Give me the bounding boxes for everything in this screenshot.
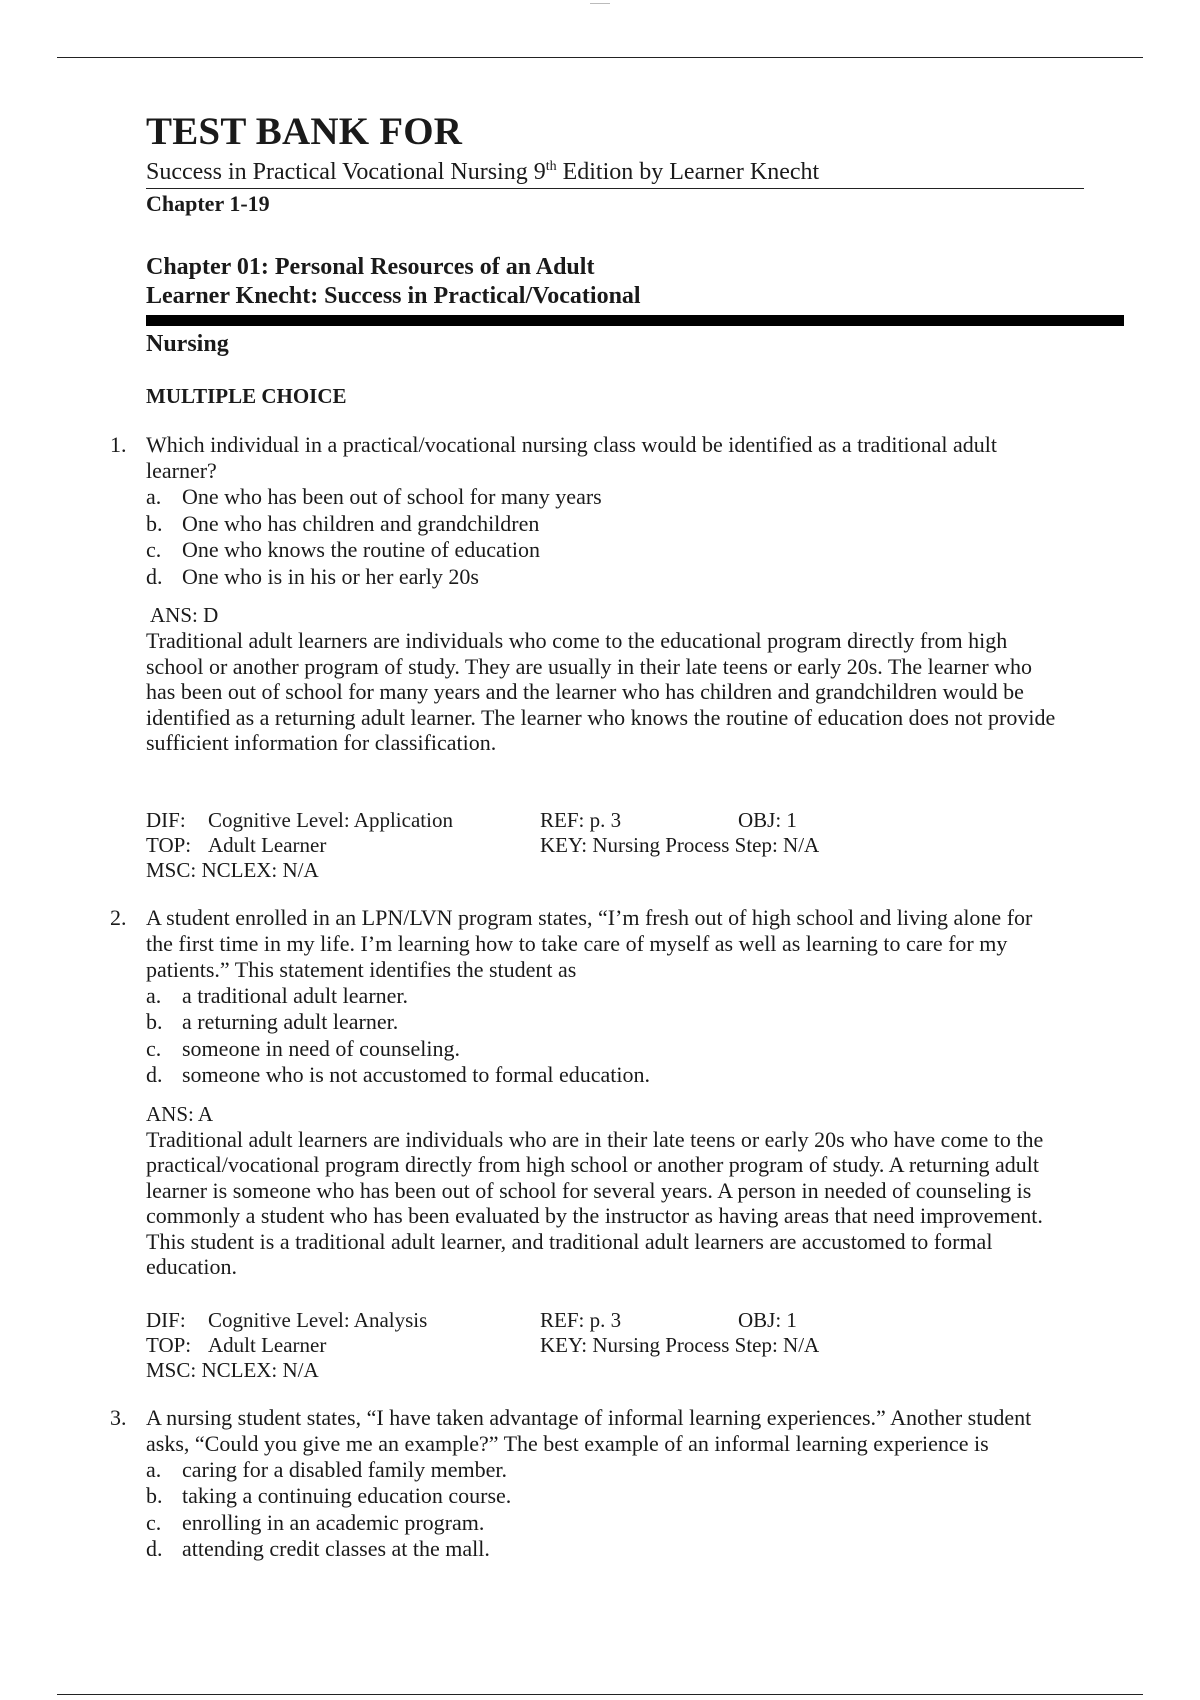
option-letter: d. bbox=[146, 563, 163, 589]
question-1 bbox=[82, 432, 1186, 883]
chapter-range: Chapter 1-19 bbox=[146, 191, 270, 216]
subtitle-main: Success in Practical Vocational Nursing 9 bbox=[146, 159, 546, 185]
option-b bbox=[146, 1483, 1186, 1510]
option-letter: a. bbox=[146, 982, 162, 1008]
meta-obj: OBJ: 1 bbox=[738, 1307, 797, 1332]
question-2 bbox=[82, 905, 1186, 1383]
book-subtitle bbox=[146, 156, 1084, 189]
meta-dif-label: DIF: bbox=[146, 1307, 186, 1332]
option-letter: b. bbox=[146, 1483, 163, 1508]
option-letter: c. bbox=[146, 1035, 162, 1061]
option-text: One who is in his or her early 20s bbox=[182, 563, 479, 589]
question-3 bbox=[82, 1405, 1186, 1563]
answer-key: ANS: A bbox=[146, 1101, 214, 1126]
option-d bbox=[146, 564, 1186, 591]
chapter-heading-bar bbox=[146, 315, 1124, 326]
meta-dif-label: DIF: bbox=[146, 807, 186, 832]
question-number: 1. bbox=[110, 432, 127, 457]
document-body bbox=[110, 108, 1126, 1563]
option-letter: d. bbox=[146, 1536, 163, 1561]
answer-rationale: Traditional adult learners are individuals who come to the educational program directly from high school or another program of study. They are usually in their late teens or early 20s. The learner who has been out of school for many years and the learner who has children and grandchildren would be identified as a returning adult learner. The learner who knows the routine of education does not provide sufficient information for classification. bbox=[146, 628, 1056, 755]
option-text: One who has children and grandchildren bbox=[182, 510, 540, 536]
meta-dif bbox=[146, 1308, 540, 1333]
option-a bbox=[146, 1457, 1186, 1484]
question-stem: Which individual in a practical/vocational nursing class would be identified as a traditional adult learner? bbox=[146, 432, 998, 483]
answer-rationale: Traditional adult learners are individuals who are in their late teens or early 20s who have come to the practical/vocational program directly from high school or another program of study. A returning adult learner is someone who has been out of school for several years. A person in needed of counseling is commonly a student who has been evaluated by the instructor as having areas that need improvement. This student is a traditional adult learner, and traditional adult learners are accustomed to formal education. bbox=[146, 1126, 1044, 1279]
option-c bbox=[146, 537, 1186, 564]
section-label: MULTIPLE CHOICE bbox=[146, 384, 347, 408]
option-letter: d. bbox=[146, 1062, 163, 1087]
question-stem: A nursing student states, “I have taken advantage of informal learning experiences.” Another student asks, “Could you give me an example?” The best example of an informal learning experience is bbox=[146, 1404, 1032, 1456]
option-letter: b. bbox=[146, 510, 163, 536]
option-letter: b. bbox=[146, 1009, 163, 1034]
option-text: someone who is not accustomed to formal education. bbox=[182, 1062, 650, 1087]
question-stem: A student enrolled in an LPN/LVN program states, “I’m fresh out of high school and living alone for the first time in my life. I’m learning how to take care of myself as well as learning to care for my patients.” This statement identifies the student as bbox=[146, 904, 1033, 982]
option-text: caring for a disabled family member. bbox=[182, 1456, 507, 1482]
meta-key: KEY: Nursing Process Step: N/A bbox=[540, 1332, 820, 1357]
meta-top bbox=[146, 1333, 540, 1358]
option-text: One who has been out of school for many years bbox=[182, 484, 602, 509]
option-a bbox=[146, 484, 1186, 511]
question-metadata bbox=[146, 1308, 1038, 1383]
meta-top-label: TOP: bbox=[146, 1332, 192, 1357]
meta-ref: REF: p. 3 bbox=[540, 807, 622, 832]
option-d bbox=[146, 1062, 1186, 1089]
option-b bbox=[146, 511, 1186, 538]
subtitle-rest: Edition by Learner Knecht bbox=[556, 159, 820, 185]
question-number: 3. bbox=[110, 1404, 127, 1430]
meta-obj: OBJ: 1 bbox=[738, 807, 797, 832]
meta-dif-value: Cognitive Level: Application bbox=[208, 807, 453, 832]
option-text: enrolling in an academic program. bbox=[182, 1509, 485, 1535]
answer-key: ANS: D bbox=[150, 603, 219, 627]
chapter-title-line-1: Chapter 01: Personal Resources of an Adult bbox=[146, 254, 595, 280]
option-text: attending credit classes at the mall. bbox=[182, 1536, 490, 1561]
meta-top bbox=[146, 833, 540, 858]
question-metadata bbox=[146, 808, 1038, 883]
option-a bbox=[146, 983, 1186, 1010]
chapter-title-line-3: Nursing bbox=[146, 331, 229, 357]
option-c bbox=[146, 1036, 1186, 1063]
option-d bbox=[146, 1536, 1186, 1563]
chapter-title-line-2: Learner Knecht: Success in Practical/Vocational bbox=[146, 283, 641, 309]
meta-ref: REF: p. 3 bbox=[540, 1307, 622, 1332]
page-top-mark bbox=[590, 0, 610, 4]
meta-msc: MSC: NCLEX: N/A bbox=[146, 1357, 319, 1382]
answer-options bbox=[146, 983, 1186, 1089]
option-b bbox=[146, 1009, 1186, 1036]
meta-top-value: Adult Learner bbox=[208, 832, 327, 857]
test-bank-title: TEST BANK FOR bbox=[146, 110, 463, 153]
option-text: a returning adult learner. bbox=[182, 1009, 399, 1034]
answer-options bbox=[146, 1457, 1186, 1563]
chapter-heading bbox=[146, 253, 1124, 362]
question-number: 2. bbox=[110, 904, 127, 930]
option-letter: a. bbox=[146, 1456, 162, 1482]
page-top-rule bbox=[57, 57, 1143, 58]
meta-top-label: TOP: bbox=[146, 832, 192, 857]
option-letter: c. bbox=[146, 1509, 162, 1535]
option-text: One who knows the routine of education bbox=[182, 537, 541, 562]
option-text: a traditional adult learner. bbox=[182, 982, 409, 1008]
answer-options bbox=[146, 484, 1186, 590]
option-letter: c. bbox=[146, 537, 162, 562]
meta-top-value: Adult Learner bbox=[208, 1332, 327, 1357]
option-text: someone in need of counseling. bbox=[182, 1035, 460, 1061]
option-text: taking a continuing education course. bbox=[182, 1483, 512, 1508]
page-bottom-rule bbox=[57, 1694, 1143, 1695]
subtitle-superscript: th bbox=[545, 159, 557, 174]
meta-dif bbox=[146, 808, 540, 833]
option-c bbox=[146, 1510, 1186, 1537]
meta-dif-value: Cognitive Level: Analysis bbox=[208, 1307, 428, 1332]
meta-key: KEY: Nursing Process Step: N/A bbox=[540, 832, 820, 857]
meta-msc: MSC: NCLEX: N/A bbox=[146, 857, 319, 882]
option-letter: a. bbox=[146, 484, 162, 509]
